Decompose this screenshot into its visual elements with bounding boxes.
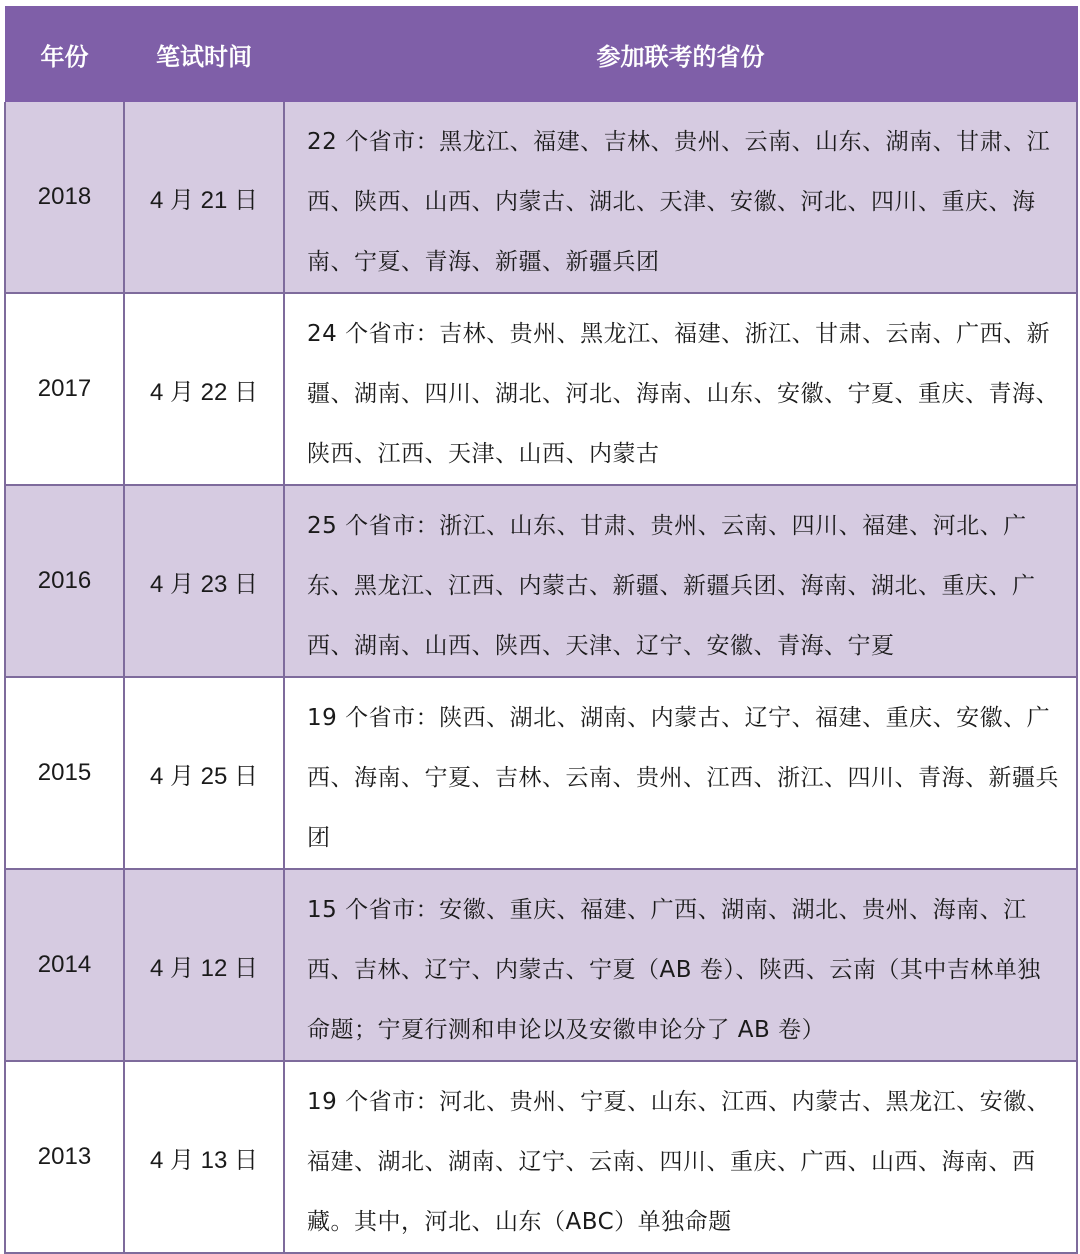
cell-provinces: 24 个省市：吉林、贵州、黑龙江、福建、浙江、甘肃、云南、广西、新疆、湖南、四川、湖北、河北、海南、山东、安徽、宁夏、重庆、青海、陕西、江西、天津、山西、内蒙古 [284, 293, 1077, 485]
cell-date: 4 月 21 日 [124, 102, 284, 293]
table-row [5, 102, 1077, 293]
cell-year: 2017 [5, 293, 124, 485]
table-row [5, 485, 1077, 677]
cell-provinces: 19 个省市：河北、贵州、宁夏、山东、江西、内蒙古、黑龙江、安徽、福建、湖北、湖南、辽宁、云南、四川、重庆、广西、山西、海南、西藏。其中，河北、山东（ABC）单独命题 [284, 1061, 1077, 1253]
cell-date: 4 月 13 日 [124, 1061, 284, 1253]
cell-provinces: 15 个省市：安徽、重庆、福建、广西、湖南、湖北、贵州、海南、江西、吉林、辽宁、内蒙古、宁夏（AB 卷）、陕西、云南（其中吉林单独命题；宁夏行测和申论以及安徽申论分了 AB 卷） [284, 869, 1077, 1061]
cell-date: 4 月 12 日 [124, 869, 284, 1061]
cell-date: 4 月 22 日 [124, 293, 284, 485]
header-exam-time: 笔试时间 [124, 6, 284, 102]
cell-provinces: 19 个省市：陕西、湖北、湖南、内蒙古、辽宁、福建、重庆、安徽、广西、海南、宁夏、吉林、云南、贵州、江西、浙江、四川、青海、新疆兵团 [284, 677, 1077, 869]
cell-year: 2015 [5, 677, 124, 869]
cell-date: 4 月 23 日 [124, 485, 284, 677]
exam-table-container [4, 6, 1076, 1254]
joint-exam-table [4, 6, 1078, 1254]
table-row [5, 293, 1077, 485]
cell-date: 4 月 25 日 [124, 677, 284, 869]
cell-year: 2014 [5, 869, 124, 1061]
table-header-row [5, 6, 1077, 102]
cell-provinces: 22 个省市：黑龙江、福建、吉林、贵州、云南、山东、湖南、甘肃、江西、陕西、山西、内蒙古、湖北、天津、安徽、河北、四川、重庆、海南、宁夏、青海、新疆、新疆兵团 [284, 102, 1077, 293]
cell-year: 2018 [5, 102, 124, 293]
table-row [5, 677, 1077, 869]
cell-year: 2013 [5, 1061, 124, 1253]
cell-year: 2016 [5, 485, 124, 677]
header-year: 年份 [5, 6, 124, 102]
header-provinces: 参加联考的省份 [284, 6, 1077, 102]
cell-provinces: 25 个省市：浙江、山东、甘肃、贵州、云南、四川、福建、河北、广东、黑龙江、江西、内蒙古、新疆、新疆兵团、海南、湖北、重庆、广西、湖南、山西、陕西、天津、辽宁、安徽、青海、宁夏 [284, 485, 1077, 677]
table-row [5, 869, 1077, 1061]
table-row [5, 1061, 1077, 1253]
